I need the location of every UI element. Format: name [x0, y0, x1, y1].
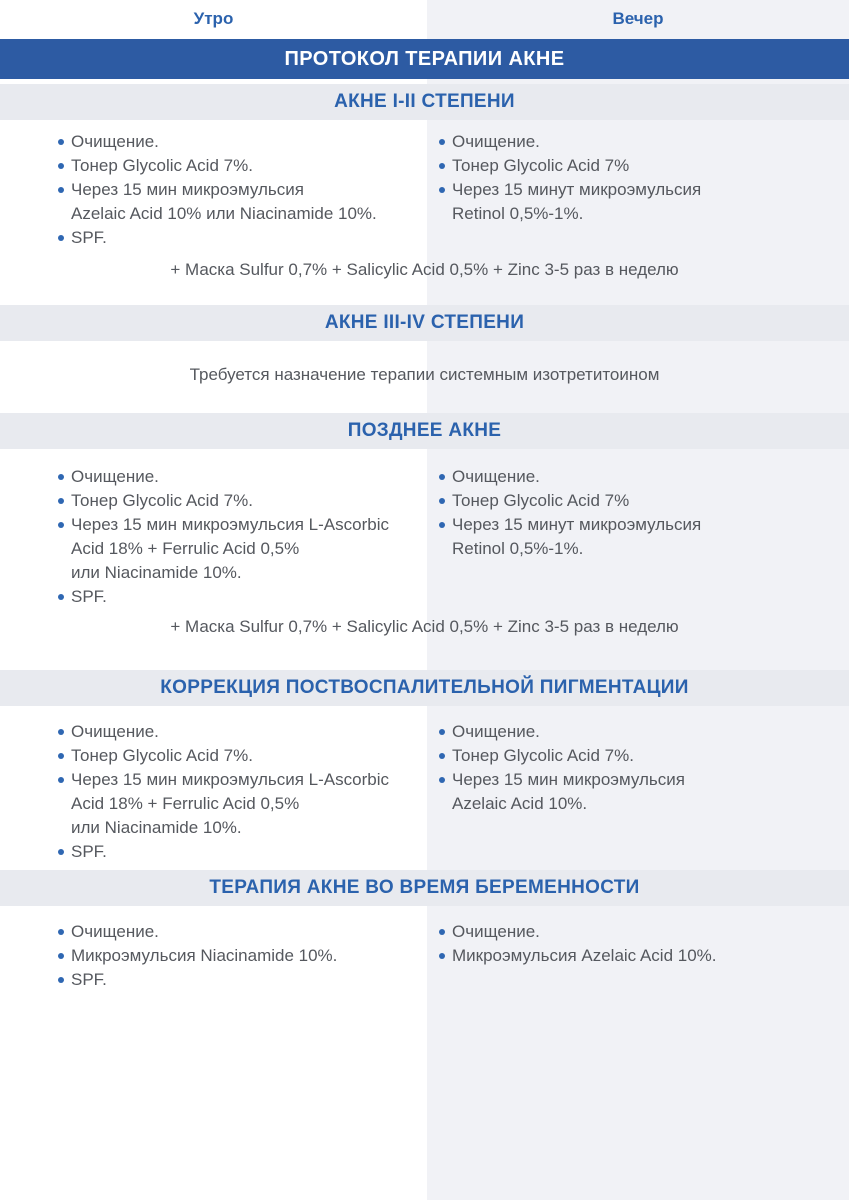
section-pigmentation-columns	[0, 706, 849, 864]
bullet-icon	[439, 777, 445, 783]
list-item-text: Через 15 мин микроэмульсия	[71, 180, 304, 199]
bullet-icon	[439, 163, 445, 169]
list-item-text: Через 15 мин микроэмульсия L-Ascorbic	[71, 770, 389, 789]
evening-list	[438, 720, 837, 816]
list-item-text: Очищение.	[452, 922, 540, 941]
list-item	[438, 944, 837, 968]
bullet-icon	[58, 498, 64, 504]
list-item-text: Acid 18% + Ferrulic Acid 0,5%	[71, 794, 300, 813]
list-item-text: Очищение.	[452, 467, 540, 486]
bullet-icon	[58, 777, 64, 783]
bullet-icon	[439, 522, 445, 528]
column-header-row	[0, 0, 849, 38]
list-item	[438, 920, 837, 944]
section-title-acne-i-ii: АКНЕ I-II СТЕПЕНИ	[0, 84, 849, 120]
list-item	[438, 744, 837, 768]
list-item-text: Тонер Glycolic Acid 7%	[452, 491, 630, 510]
list-item-text: или Niacinamide 10%.	[71, 818, 242, 837]
morning-column	[0, 906, 427, 992]
morning-column	[0, 120, 427, 250]
evening-column	[427, 906, 849, 968]
list-item-text: Очищение.	[71, 922, 159, 941]
bullet-icon	[58, 474, 64, 480]
bullet-icon	[58, 977, 64, 983]
bullet-icon	[58, 163, 64, 169]
list-item	[57, 465, 415, 489]
bullet-icon	[58, 929, 64, 935]
bullet-icon	[58, 729, 64, 735]
list-item-text: Azelaic Acid 10%.	[452, 794, 588, 813]
bullet-icon	[58, 594, 64, 600]
list-item	[57, 744, 415, 768]
list-item	[57, 154, 415, 178]
list-item-text: Тонер Glycolic Acid 7%.	[71, 156, 253, 175]
list-item	[438, 130, 837, 154]
list-item-text: Retinol 0,5%-1%.	[452, 204, 584, 223]
mask-footnote: + Маска Sulfur 0,7% + Salicylic Acid 0,5% + Zinc 3-5 раз в неделю	[170, 617, 679, 636]
list-item	[438, 513, 837, 561]
list-item-text: Микроэмульсия Azelaic Acid 10%.	[452, 946, 717, 965]
column-header-morning: Утро	[193, 9, 234, 28]
evening-list	[438, 920, 837, 968]
bullet-icon	[439, 929, 445, 935]
morning-column	[0, 449, 427, 609]
list-item	[57, 585, 415, 609]
list-item-text: Azelaic Acid 10% или Niacinamide 10%.	[71, 204, 377, 223]
evening-column	[427, 120, 849, 226]
evening-list	[438, 130, 837, 226]
list-item-text: SPF.	[71, 970, 107, 989]
list-item-text: SPF.	[71, 842, 107, 861]
evening-list	[438, 465, 837, 561]
morning-column	[0, 706, 427, 864]
bullet-icon	[58, 522, 64, 528]
list-item	[57, 489, 415, 513]
list-item	[438, 768, 837, 816]
morning-list	[57, 130, 415, 250]
section-acne-i-ii-columns	[0, 120, 849, 250]
list-item	[57, 768, 415, 840]
section-title-late-acne: ПОЗДНЕЕ АКНЕ	[0, 413, 849, 449]
mask-footnote: + Маска Sulfur 0,7% + Salicylic Acid 0,5% + Zinc 3-5 раз в неделю	[170, 260, 679, 279]
list-item	[57, 513, 415, 585]
bullet-icon	[439, 187, 445, 193]
list-item-text: Очищение.	[452, 132, 540, 151]
bullet-icon	[439, 753, 445, 759]
section-pregnancy-columns	[0, 906, 849, 992]
bullet-icon	[58, 187, 64, 193]
list-item-text: SPF.	[71, 587, 107, 606]
list-item	[57, 130, 415, 154]
morning-list	[57, 920, 415, 992]
bullet-icon	[58, 753, 64, 759]
systemic-therapy-note: Требуется назначение терапии системным изотретитоином	[189, 365, 660, 384]
list-item-text: или Niacinamide 10%.	[71, 563, 242, 582]
bullet-icon	[439, 953, 445, 959]
bullet-icon	[439, 498, 445, 504]
list-item-text: Через 15 мин микроэмульсия	[452, 770, 685, 789]
list-item-text: Тонер Glycolic Acid 7%.	[71, 746, 253, 765]
list-item	[57, 944, 415, 968]
bullet-icon	[439, 474, 445, 480]
section-title-pregnancy: ТЕРАПИЯ АКНЕ ВО ВРЕМЯ БЕРЕМЕННОСТИ	[0, 870, 849, 906]
bullet-icon	[58, 235, 64, 241]
bullet-icon	[439, 139, 445, 145]
list-item-text: Retinol 0,5%-1%.	[452, 539, 584, 558]
list-item-text: Через 15 мин микроэмульсия L-Ascorbic	[71, 515, 389, 534]
list-item	[57, 968, 415, 992]
section-title-acne-iii-iv: АКНЕ III-IV СТЕПЕНИ	[0, 305, 849, 341]
list-item-text: Очищение.	[452, 722, 540, 741]
list-item	[438, 154, 837, 178]
list-item-text: Очищение.	[71, 132, 159, 151]
morning-list	[57, 720, 415, 864]
list-item	[57, 920, 415, 944]
bullet-icon	[439, 729, 445, 735]
list-item-text: Очищение.	[71, 467, 159, 486]
list-item	[438, 465, 837, 489]
list-item-text: Через 15 минут микроэмульсия	[452, 515, 702, 534]
list-item	[438, 720, 837, 744]
bullet-icon	[58, 139, 64, 145]
list-item-text: Микроэмульсия Niacinamide 10%.	[71, 946, 338, 965]
section-title-pigmentation: КОРРЕКЦИЯ ПОСТВОСПАЛИТЕЛЬНОЙ ПИГМЕНТАЦИИ	[0, 670, 849, 706]
list-item-text: SPF.	[71, 228, 107, 247]
evening-column	[427, 449, 849, 561]
list-item	[57, 840, 415, 864]
section-late-acne-columns	[0, 449, 849, 609]
list-item	[438, 489, 837, 513]
list-item	[57, 226, 415, 250]
bullet-icon	[58, 953, 64, 959]
list-item-text: Acid 18% + Ferrulic Acid 0,5%	[71, 539, 300, 558]
column-header-evening: Вечер	[612, 9, 664, 28]
evening-column	[427, 706, 849, 816]
list-item-text: Тонер Glycolic Acid 7%.	[71, 491, 253, 510]
list-item	[57, 178, 415, 226]
list-item	[438, 178, 837, 226]
protocol-title-banner: ПРОТОКОЛ ТЕРАПИИ АКНЕ	[0, 39, 849, 79]
list-item-text: Тонер Glycolic Acid 7%.	[452, 746, 634, 765]
morning-list	[57, 465, 415, 609]
bullet-icon	[58, 849, 64, 855]
list-item-text: Очищение.	[71, 722, 159, 741]
list-item-text: Через 15 минут микроэмульсия	[452, 180, 702, 199]
list-item	[57, 720, 415, 744]
list-item-text: Тонер Glycolic Acid 7%	[452, 156, 630, 175]
